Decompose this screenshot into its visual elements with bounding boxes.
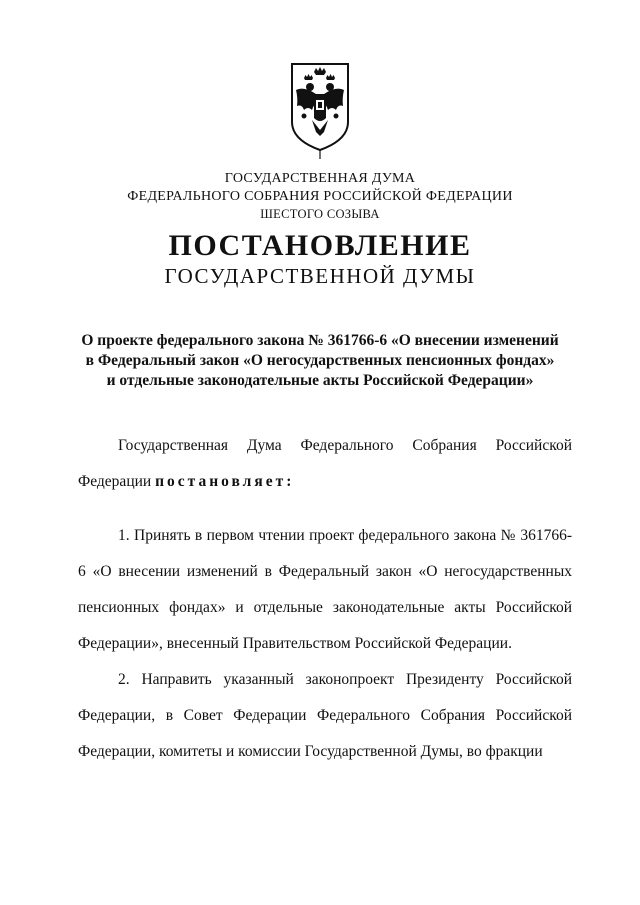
- document-issuer: ГОСУДАРСТВЕННОЙ ДУМЫ: [164, 264, 476, 288]
- issuing-body-header: [0, 170, 640, 223]
- document-title: [60, 331, 580, 391]
- title-line-2: в Федеральный закон «О негосударственных пенсионных фондах»: [85, 352, 555, 369]
- header-line-3: ШЕСТОГО СОЗЫВА: [260, 207, 380, 221]
- document-body: [78, 428, 572, 770]
- item-2-paragraph: 2. Направить указанный законопроект Президенту Российской Федерации, в Совет Федерации Федерального Собрания Российской Федерации, комитеты и комиссии Государственной Думы, во фракции: [78, 671, 572, 760]
- title-line-3: и отдельные законодательные акты Российской Федерации»: [106, 372, 534, 389]
- preamble-text: Государственная Дума Федерального Собрания Российской Федерации: [78, 437, 572, 490]
- header-line-1: ГОСУДАРСТВЕННАЯ ДУМА: [224, 171, 416, 186]
- title-line-1: О проекте федерального закона № 361766-6 «О внесении изменений: [81, 332, 559, 349]
- header-line-2: ФЕДЕРАЛЬНОГО СОБРАНИЯ РОССИЙСКОЙ ФЕДЕРАЦИИ: [127, 189, 513, 204]
- document-type: ПОСТАНОВЛЕНИЕ: [168, 229, 472, 262]
- resolves-word: постановляет:: [155, 473, 295, 490]
- item-1-paragraph: 1. Принять в первом чтении проект федерального закона № 361766-6 «О внесении изменений в Федеральный закон «О негосударственных пенсионных фондах» и отдельные законодательные акты Российской Федерации», внесенный Правительством Российской Федерации.: [78, 527, 572, 652]
- coat-of-arms-icon: [286, 60, 354, 160]
- preamble-paragraph: [78, 428, 572, 500]
